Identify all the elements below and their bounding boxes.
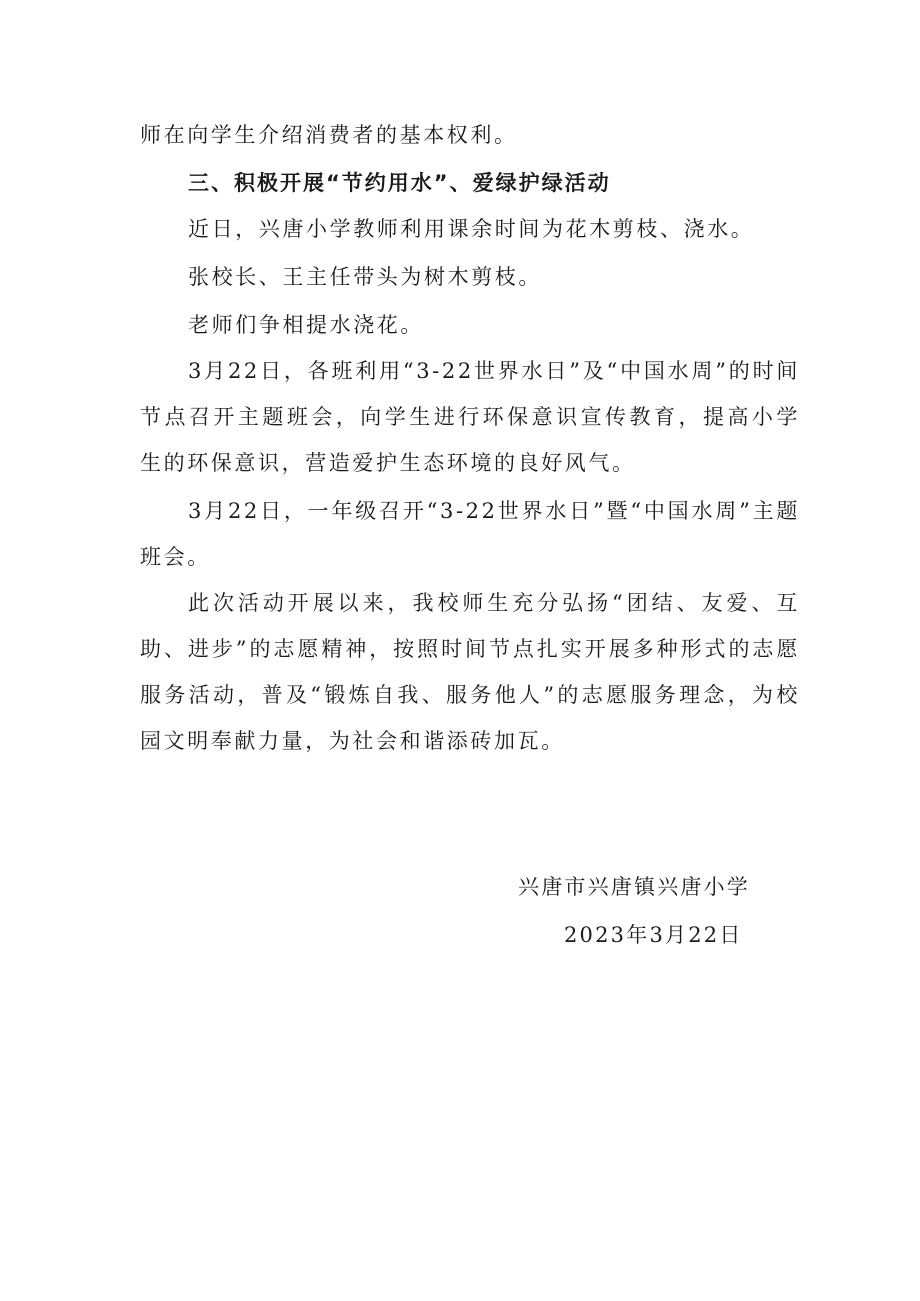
section-heading: 三、积极开展“节约用水”、爱绿护绿活动 xyxy=(188,171,611,195)
paragraph-pruning: 近日，兴唐小学教师利用课余时间为花木剪枝、浇水。 xyxy=(188,217,755,241)
paragraph-continuation: 师在向学生介绍消费者的基本权利。 xyxy=(140,123,518,147)
signature-organization: 兴唐市兴唐镇兴唐小学 xyxy=(518,875,750,899)
paragraph-watering: 老师们争相提水浇花。 xyxy=(188,313,424,337)
signature-date: 2023年3月22日 xyxy=(564,923,743,947)
paragraph-summary: 此次活动开展以来，我校师生充分弘扬“团结、友爱、互助、进步”的志愿精神，按照时间节点扎实开展多种形式的志愿服务活动，普及“锻炼自我、服务他人”的志愿服务理念，为校园文明奉献力量，为社会和谐添砖加瓦。 xyxy=(140,591,800,753)
paragraph-grade-one: 3月22日，一年级召开“3-22世界水日”暨“中国水周”主题班会。 xyxy=(140,499,800,569)
paragraph-class-meeting: 3月22日，各班利用“3-22世界水日”及“中国水周”的时间节点召开主题班会，向学生进行环保意识宣传教育，提高小学生的环保意识，营造爱护生态环境的良好风气。 xyxy=(140,359,800,475)
paragraph-leaders: 张校长、王主任带头为树木剪枝。 xyxy=(188,265,542,289)
